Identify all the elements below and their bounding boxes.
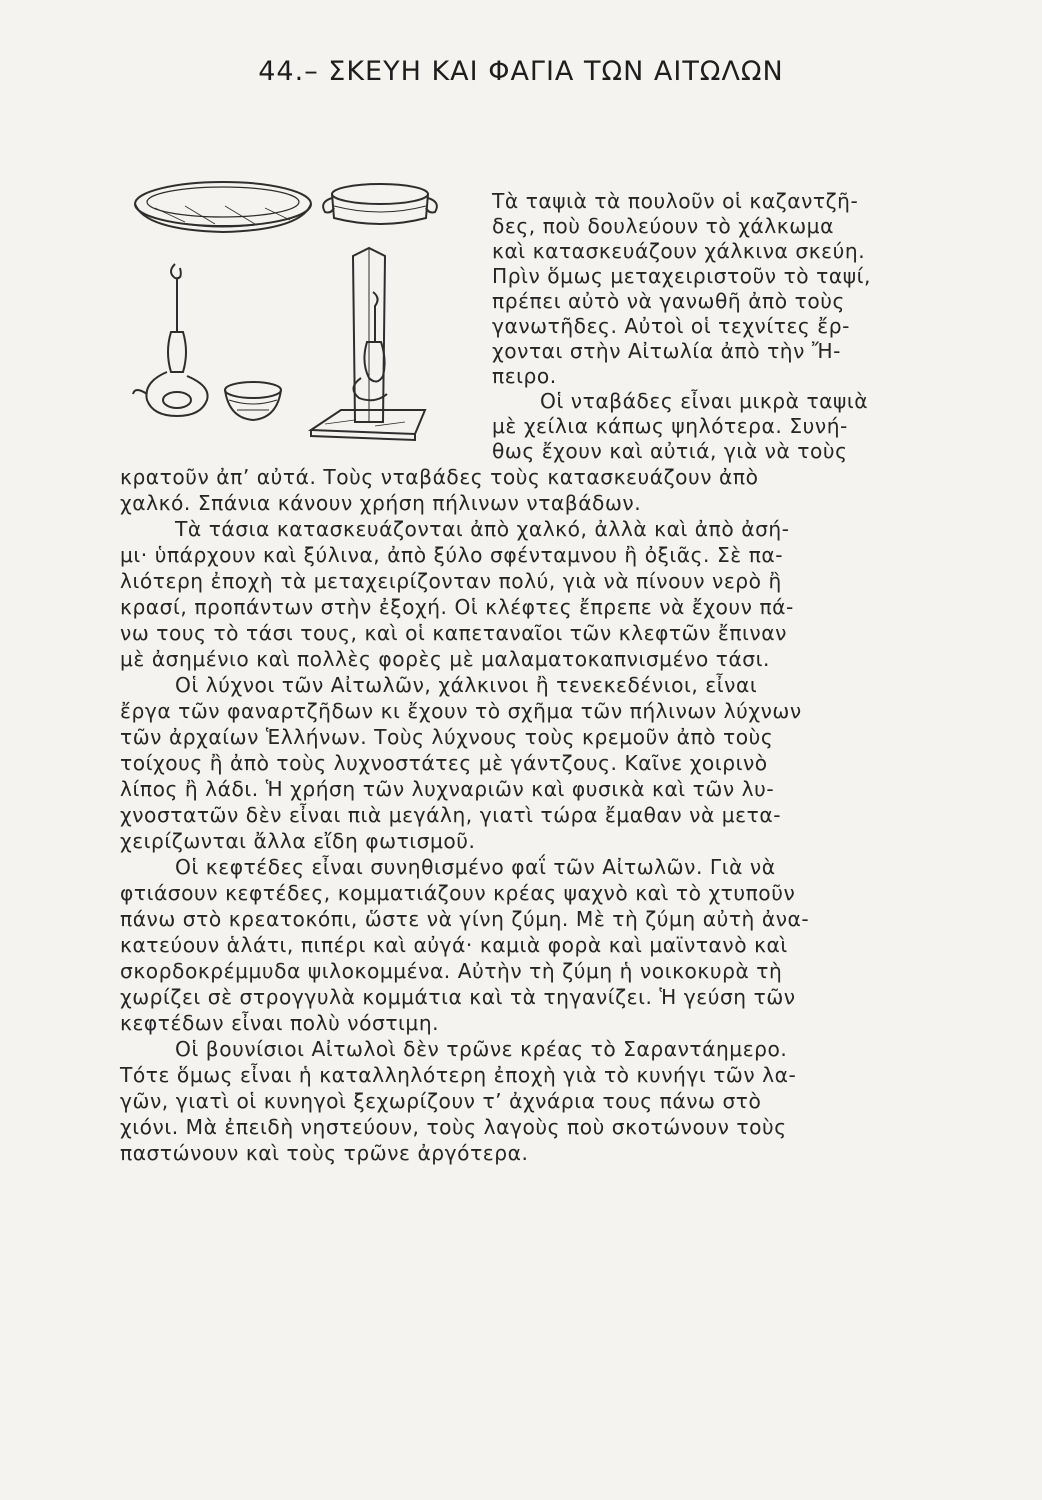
text-line: θως ἔχουν καὶ αὐτιά, γιὰ νὰ τοὺς <box>492 439 848 463</box>
text-line: γῶν, γιατὶ οἱ κυνηγοὶ ξεχωρίζουν τ’ ἀχνάρια τους πάνω στὸ <box>120 1089 762 1113</box>
tasi-bowl-drawing <box>225 382 281 420</box>
text-line: κρατοῦν ἀπ’ αὐτά. Τοὺς νταβάδες τοὺς κατασκευάζουν ἀπὸ <box>120 465 759 489</box>
text-line: παστώνουν καὶ τοὺς τρῶνε ἀργότερα. <box>120 1141 529 1165</box>
text-line: χονται στὴν Αἰτωλία ἀπὸ τὴν Ἤ- <box>492 339 842 363</box>
text-line: Τὰ τάσια κατασκευάζονται ἀπὸ χαλκό, ἀλλὰ καὶ ἀπὸ ἀσή- <box>175 517 790 541</box>
davas-pan-drawing <box>323 184 437 224</box>
text-line: χειρίζωνται ἄλλα εἴδη φωτισμοῦ. <box>120 829 476 853</box>
text-line: κρασί, προπάντων στὴν ἐξοχή. Οἱ κλέφτες ἔπρεπε νὰ ἔχουν πά- <box>120 595 794 619</box>
hanging-lamp-drawing <box>133 264 208 416</box>
text-line: Τὰ ταψιὰ τὰ πουλοῦν οἱ καζαντζῆ- <box>492 189 859 213</box>
text-line: τοίχους ἢ ἀπὸ τοὺς λυχνοστάτες μὲ γάντζους. Καῖνε χοιρινὸ <box>120 751 768 775</box>
text-line: νω τους τὸ τάσι τους, καὶ οἱ καπεταναῖοι τῶν κλεφτῶν ἔπιναν <box>120 621 787 645</box>
text-line: κεφτέδων εἶναι πολὺ νόστιμη. <box>120 1011 440 1035</box>
text-line: μὲ χείλια κάπως ψηλότερα. Συνή- <box>492 414 848 438</box>
cookware-illustration <box>125 172 460 452</box>
text-line: Τότε ὅμως εἶναι ἡ καταλληλότερη ἐποχὴ γιὰ τὸ κυνήγι τῶν λα- <box>120 1063 797 1087</box>
text-line: χιόνι. Μὰ ἐπειδὴ νηστεύουν, τοὺς λαγοὺς ποὺ σκοτώνουν τοὺς <box>120 1115 787 1139</box>
text-line: ἔργα τῶν φαναρτζῆδων κι ἔχουν τὸ σχῆμα τῶν πήλινων λύχνων <box>120 699 802 723</box>
text-line: καὶ κατασκευάζουν χάλκινα σκεύη. <box>492 239 866 263</box>
tapsi-pan-drawing <box>135 182 311 232</box>
text-line: χωρίζει σὲ στρογγυλὰ κομμάτια καὶ τὰ τηγανίζει. Ἡ γεύση τῶν <box>120 985 796 1009</box>
text-line: τῶν ἀρχαίων Ἑλλήνων. Τοὺς λύχνους τοὺς κρεμοῦν ἀπὸ τοὺς <box>120 725 774 749</box>
text-line: χνοστατῶν δὲν εἶναι πιὰ μεγάλη, γιατὶ τώρα ἔμαθαν νὰ μετα- <box>120 803 782 827</box>
text-line: λιότερη ἐποχὴ τὰ μεταχειρίζονταν πολύ, γιὰ νὰ πίνουν νερὸ ἢ <box>120 569 782 593</box>
text-line: πάνω στὸ κρεατοκόπι, ὥστε νὰ γίνη ζύμη. Μὲ τὴ ζύμη αὐτὴ ἀνα- <box>120 907 810 931</box>
text-line: Οἱ κεφτέδες εἶναι συνηθισμένο φαΐ τῶν Αἰτωλῶν. Γιὰ νὰ <box>175 855 776 879</box>
text-line: πειρο. <box>492 364 557 388</box>
page-title: 44.– ΣΚΕΥΗ ΚΑΙ ΦΑΓΙΑ ΤΩΝ ΑΙΤΩΛΩΝ <box>258 56 784 87</box>
lamp-stand-drawing <box>311 248 425 440</box>
text-line: Οἱ λύχνοι τῶν Αἰτωλῶν, χάλκινοι ἢ τενεκεδένιοι, εἶναι <box>175 673 758 697</box>
text-line: κατεύουν ἁλάτι, πιπέρι καὶ αὐγά· καμιὰ φορὰ καὶ μαϊντανὸ καὶ <box>120 933 788 957</box>
text-line: μι· ὑπάρχουν καὶ ξύλινα, ἀπὸ ξύλο σφένταμνου ἢ ὀξιᾶς. Σὲ πα- <box>120 543 784 567</box>
text-line: γανωτῆδες. Αὐτοὶ οἱ τεχνίτες ἔρ- <box>492 314 850 338</box>
text-line: δες, ποὺ δουλεύουν τὸ χάλκωμα <box>492 214 834 238</box>
text-line: Οἱ βουνίσιοι Αἰτωλοὶ δὲν τρῶνε κρέας τὸ Σαραντάημερο. <box>175 1037 788 1061</box>
text-line: χαλκό. Σπάνια κάνουν χρήση πήλινων νταβάδων. <box>120 491 642 515</box>
text-line: λίπος ἢ λάδι. Ἡ χρήση τῶν λυχναριῶν καὶ φυσικὰ καὶ τῶν λυ- <box>120 777 775 801</box>
text-line: πρέπει αὐτὸ νὰ γανωθῆ ἀπὸ τοὺς <box>492 289 845 313</box>
text-line: φτιάσουν κεφτέδες, κομματιάζουν κρέας ψαχνὸ καὶ τὸ χτυποῦν <box>120 881 796 905</box>
text-line: Πρὶν ὅμως μεταχειριστοῦν τὸ ταψί, <box>492 264 871 288</box>
text-line: Οἱ νταβάδες εἶναι μικρὰ ταψιὰ <box>540 389 869 413</box>
text-line: μὲ ἀσημένιο καὶ πολλὲς φορὲς μὲ μαλαματοκαπνισμένο τάσι. <box>120 647 770 671</box>
text-line: σκορδοκρέμμυδα ψιλοκομμένα. Αὐτὴν τὴ ζύμη ἡ νοικοκυρὰ τὴ <box>120 959 783 983</box>
